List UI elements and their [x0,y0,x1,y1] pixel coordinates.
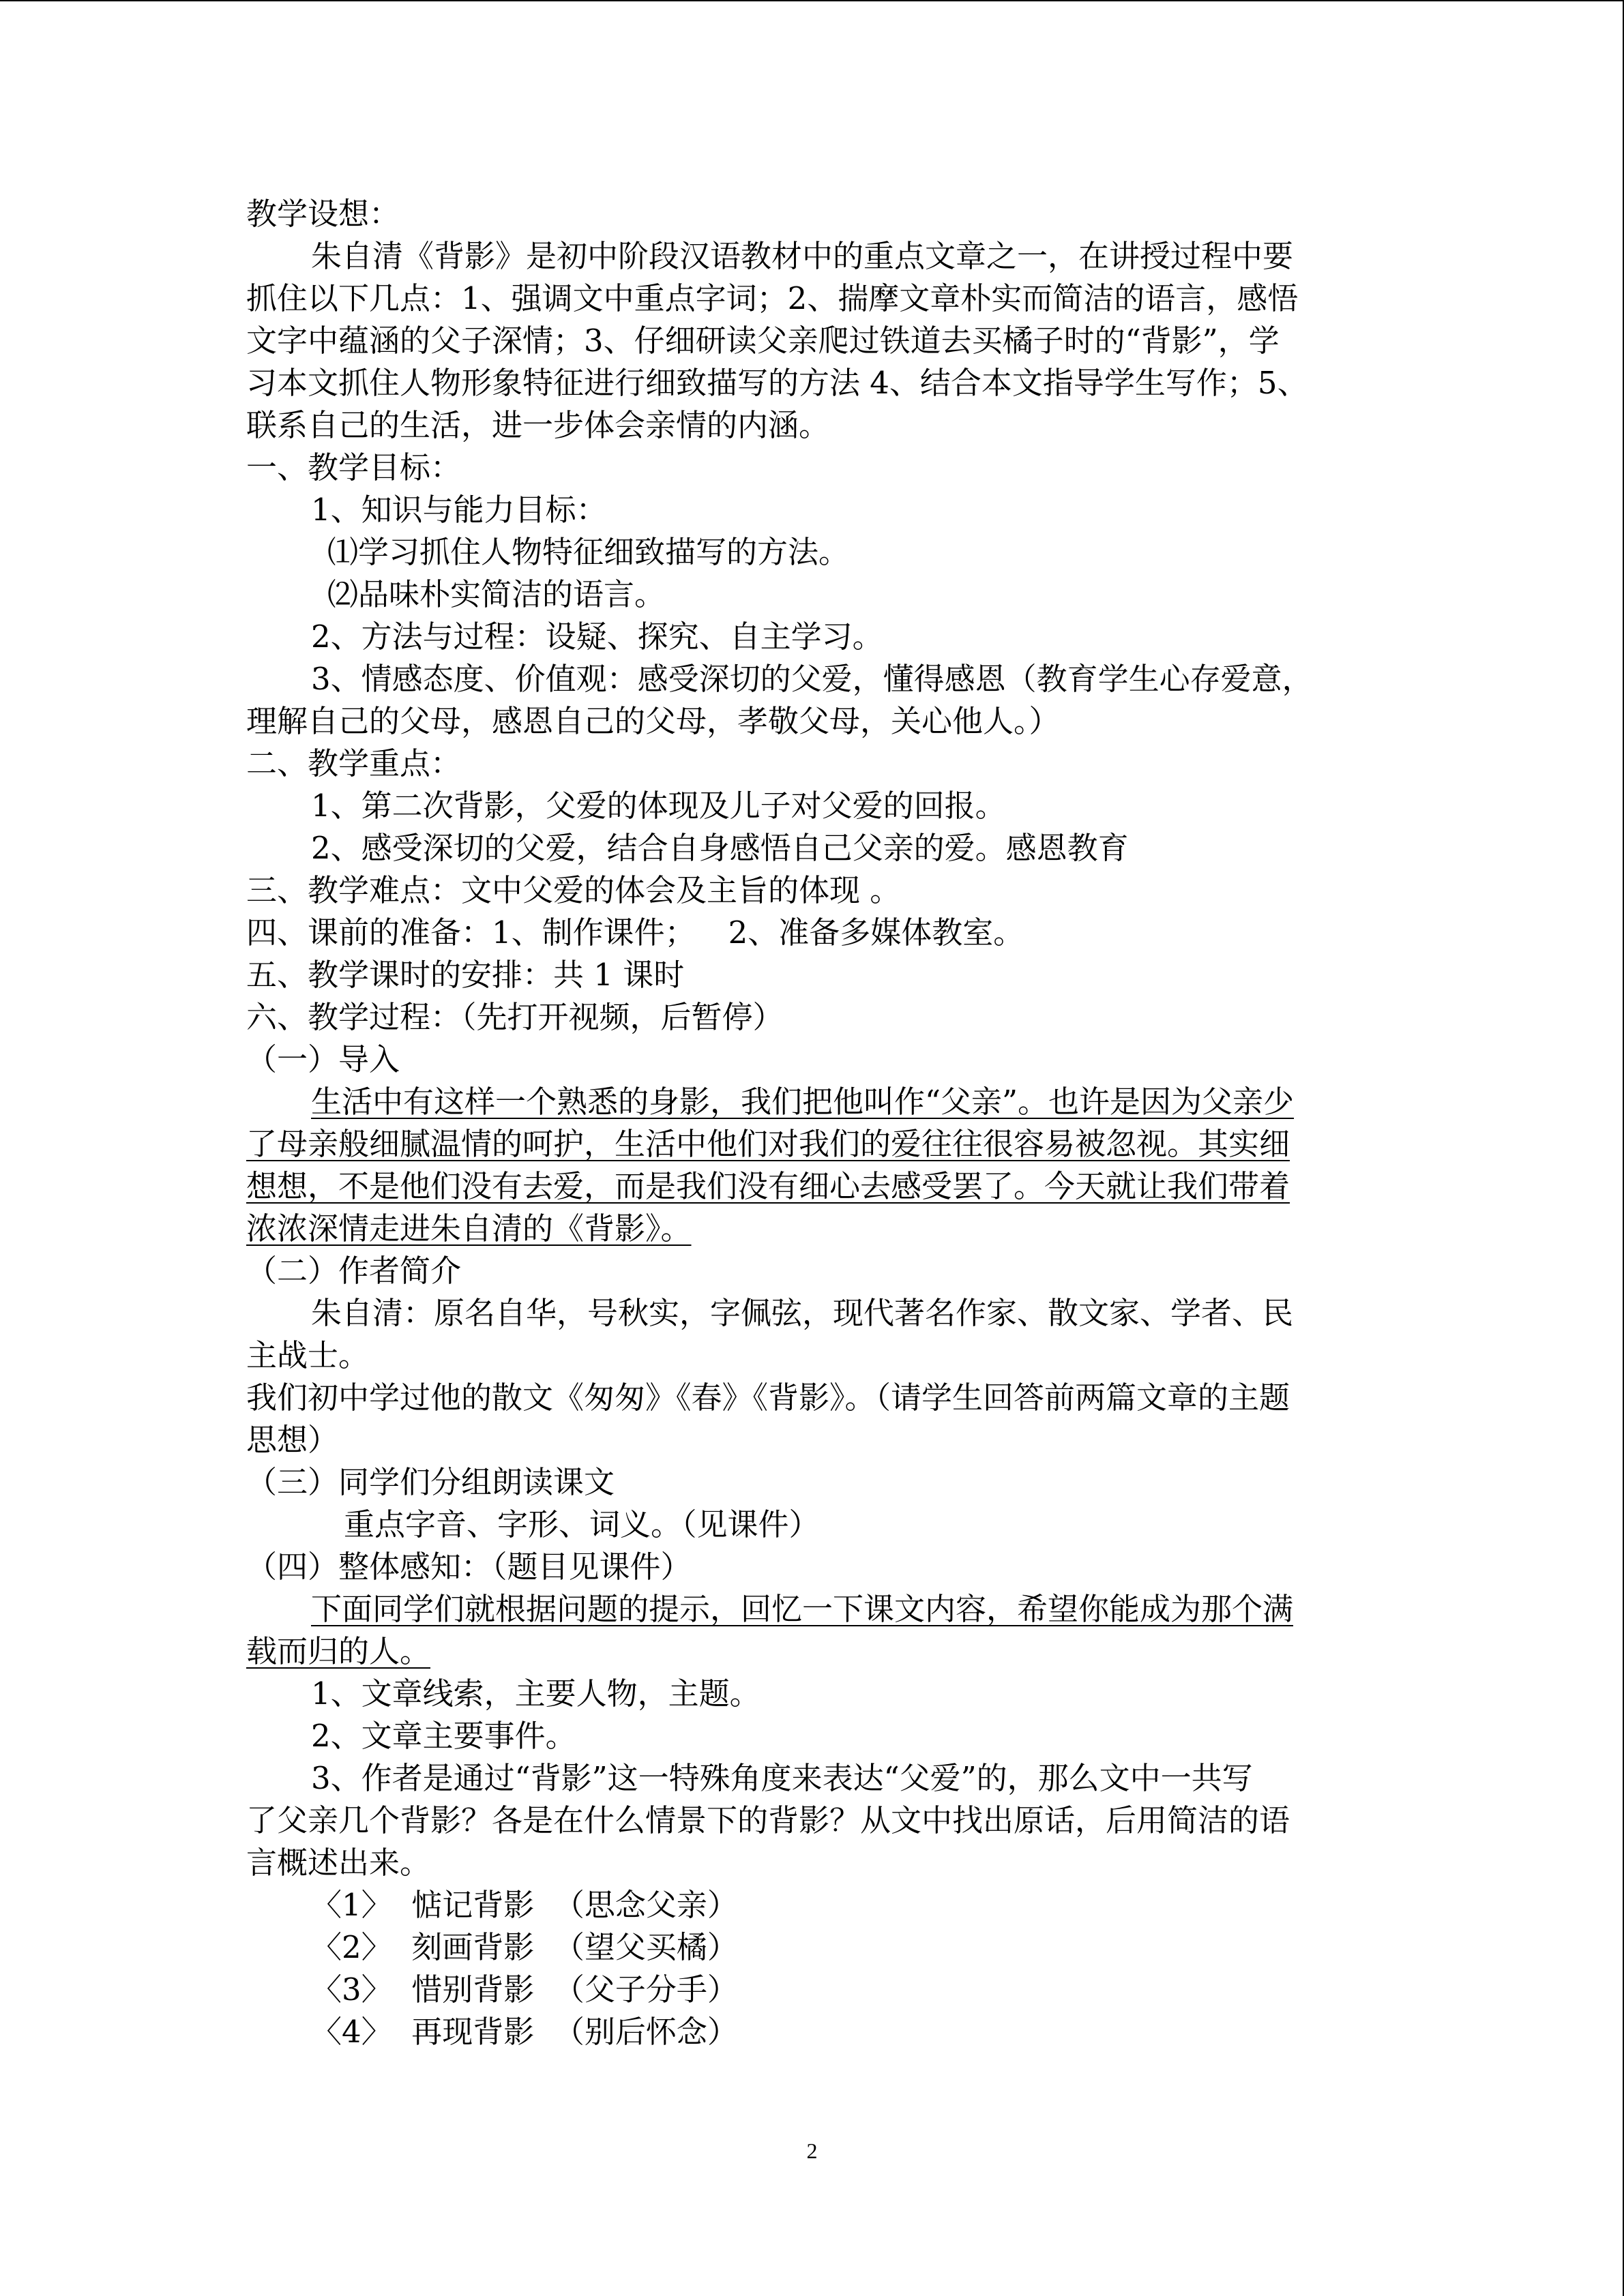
heading-teaching-idea: 教学设想： [246,196,400,232]
list-item: 1、知识与能力目标： [311,492,607,528]
page-number: 2 [806,2138,818,2163]
paragraph-line: 我们初中学过他的散文《匆匆》《春》《背影》。（请学生回答前两篇文章的主题 [246,1380,1290,1416]
paragraph-line: 理解自己的父母，感恩自己的父母，孝敬父母，关心他人。） [246,703,1060,739]
paragraph-line: 主战士。 [246,1337,370,1373]
underlined-paragraph-line: 了母亲般细腻温情的呵护，生活中他们对我们的爱往往很容易被忽视。其实细 [246,1126,1290,1162]
section-heading-difficulties: 三、教学难点：文中父爱的体会及主旨的体现 。 [246,872,901,908]
paragraph-line: 联系自己的生活，进一步体会亲情的内涵。 [246,407,830,443]
paragraph-line: 思想） [246,1422,339,1458]
section-heading-preparation [246,912,1378,954]
subsection-heading-overview: （四）整体感知：（题目见课件） [246,1549,692,1585]
subsection-heading-reading: （三）同学们分组朗读课文 [246,1464,615,1500]
document-body [246,193,1378,2053]
list-item: 2、方法与过程：设疑、探究、自主学习。 [311,618,883,655]
section-heading-schedule: 五、教学课时的安排：共 1 课时 [246,957,685,993]
back-view-item: 〈2〉 刻画背影 （望父买橘） [311,1929,738,1965]
list-item: 3、情感态度、价值观：感受深切的父爱，懂得感恩（教育学生心存爱意， [311,661,1313,697]
underlined-paragraph-line: 下面同学们就根据问题的提示，回忆一下课文内容，希望你能成为那个满 [311,1591,1294,1627]
paragraph-line: 了父亲几个背影？各是在什么情景下的背影？从文中找出原话，后用简洁的语 [246,1802,1290,1838]
paragraph-line: 重点字音、字形、词义。（见课件） [344,1506,820,1542]
question-item: 2、文章主要事件。 [311,1718,576,1754]
subsection-heading-author: （二）作者简介 [246,1253,462,1289]
paragraph-line: 文字中蕴涵的父子深情；3、仔细研读父亲爬过铁道去买橘子时的“背影”，学 [246,323,1280,359]
sub-list-item: ⑵品味朴实简洁的语言。 [327,576,666,612]
subsection-heading-intro: （一）导入 [246,1041,400,1077]
question-item: 3、作者是通过“背影”这一特殊角度来表达“父爱”的，那么文中一共写 [311,1760,1253,1796]
underlined-paragraph-line: 想想，不是他们没有去爱，而是我们没有细心去感受罢了。今天就让我们带着 [246,1168,1290,1204]
section-heading-key-points: 二、教学重点： [246,745,462,781]
list-item: 2、感受深切的父爱，结合自身感悟自己父亲的爱。感恩教育 [311,830,1129,866]
paragraph-line: 习本文抓住人物形象特征进行细致描写的方法 4、结合本文指导学生写作；5、 [246,365,1308,401]
paragraph-line: 朱自清：原名自华，号秋实，字佩弦，现代著名作家、散文家、学者、民 [311,1295,1294,1331]
back-view-item: 〈4〉 再现背影 （别后怀念） [311,2014,738,2050]
paragraph-line: 言概述出来。 [246,1845,431,1881]
section-heading-goals: 一、教学目标： [246,449,462,486]
back-view-item: 〈1〉 惦记背影 （思念父亲） [311,1887,738,1923]
paragraph-line: 抓住以下几点：1、强调文中重点字词；2、揣摩文章朴实而简洁的语言，感悟 [246,280,1299,316]
preparation-item-2: 2、准备多媒体教室。 [728,914,1024,951]
underlined-paragraph-line: 载而归的人。 [246,1633,431,1669]
preparation-item-1: 四、课前的准备：1、制作课件； [246,914,696,951]
section-heading-process: 六、教学过程：（先打开视频，后暂停） [246,999,784,1035]
paragraph-line: 朱自清《背影》是初中阶段汉语教材中的重点文章之一，在讲授过程中要 [311,238,1294,274]
question-item: 1、文章线索，主要人物，主题。 [311,1675,761,1712]
back-view-item: 〈3〉 惜别背影 （父子分手） [311,1971,738,2008]
list-item: 1、第二次背影，父爱的体现及儿子对父爱的回报。 [311,788,1006,824]
sub-list-item: ⑴学习抓住人物特征细致描写的方法。 [327,534,850,570]
underlined-paragraph-line: 生活中有这样一个熟悉的身影，我们把他叫作“父亲”。也许是因为父亲少 [311,1084,1295,1120]
underlined-paragraph-line: 浓浓深情走进朱自清的《背影》。 [246,1210,692,1247]
